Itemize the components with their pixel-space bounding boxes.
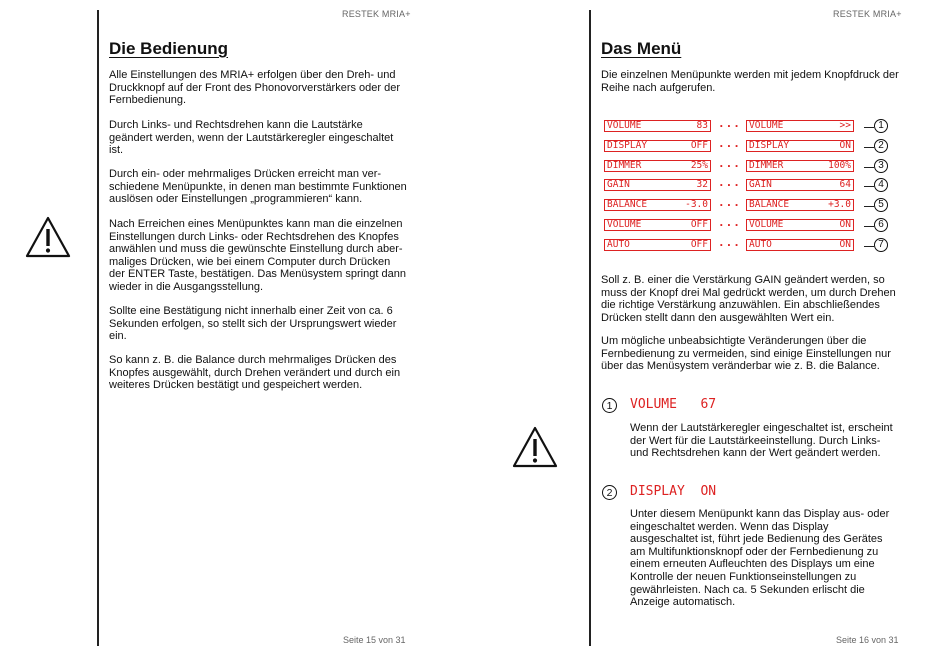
lcd-label: AUTO — [607, 238, 630, 250]
menu-display-left — [604, 160, 711, 172]
menu-display-left — [604, 120, 711, 132]
paragraph: Durch ein- oder mehrmaliges Drücken erreicht man ver- schiedene Menüpunkte, in denen man bestimmte Funktionen auslösen oder Einstellungen „programmieren“ kann. — [109, 168, 407, 206]
menu-display-left — [604, 239, 711, 251]
section-text: Wenn der Lautstärkeregler eingeschaltet ist, erscheint der Wert für die Lautstärkeeinstellung. Durch Links- und Rechtsdrehen kann der Wert geändert werden. — [630, 422, 893, 460]
menu-item-number: 4 — [874, 178, 888, 192]
leader-line — [864, 206, 874, 207]
leader-line — [864, 246, 874, 247]
lcd-value: 64 — [839, 179, 851, 191]
lcd-label: BALANCE — [607, 199, 648, 211]
menu-display-right — [746, 120, 854, 132]
right-page-header: RESTEK MRIA+ — [833, 9, 902, 19]
paragraph: Sollte eine Bestätigung nicht innerhalb einer Zeit von ca. 6 Sekunden erfolgen, so stellt sich der Ursprungswert wieder ein. — [109, 305, 397, 343]
menu-ellipsis: ... — [718, 196, 741, 210]
lcd-value: 25% — [690, 159, 708, 171]
lcd-label: DISPLAY — [749, 139, 790, 151]
menu-ellipsis: ... — [718, 117, 741, 130]
menu-display-left — [604, 199, 711, 211]
menu-item-number: 6 — [874, 218, 888, 232]
section-number: 1 — [602, 398, 617, 413]
menu-display-left — [604, 140, 711, 152]
paragraph-remote: Um mögliche unbeabsichtigte Veränderungen über die Fernbedienung zu vermeiden, sind einige Einstellungen nur über das Menüsystem veränderbar wie z. B. die Balance. — [601, 335, 891, 373]
left-page-margin-line — [97, 10, 99, 646]
leader-line — [864, 167, 874, 168]
lcd-label: VOLUME — [607, 120, 642, 131]
paragraph: Alle Einstellungen des MRIA+ erfolgen über den Dreh- und Druckknopf auf der Front des Phonovorverstärkers oder der Fernbedienung. — [109, 69, 401, 107]
menu-item-number: 7 — [874, 238, 888, 252]
leader-line — [864, 127, 874, 128]
menu-display-left — [604, 179, 711, 191]
lcd-value: 83 — [696, 120, 708, 131]
left-page-title: Die Bedienung — [109, 39, 229, 58]
lcd-label: VOLUME — [749, 219, 784, 230]
lcd-value: ON — [839, 219, 851, 230]
menu-ellipsis: ... — [718, 156, 741, 170]
menu-ellipsis: ... — [718, 136, 741, 150]
intro-paragraph: Die einzelnen Menüpunkte werden mit jedem Knopfdruck der Reihe nach aufgerufen. — [601, 69, 899, 94]
section-display-readout: DISPLAY ON — [630, 484, 717, 499]
right-page-title: Das Menü — [601, 39, 682, 58]
right-page-margin-line — [589, 10, 591, 646]
lcd-value: 32 — [696, 179, 708, 191]
menu-ellipsis: ... — [718, 176, 741, 190]
lcd-label: BALANCE — [749, 199, 790, 211]
section-display-readout: VOLUME 67 — [630, 397, 717, 412]
menu-display-right — [746, 179, 854, 191]
menu-display-left — [604, 219, 711, 231]
menu-display-right — [746, 140, 854, 152]
lcd-label: VOLUME — [749, 120, 784, 131]
menu-display-right — [746, 160, 854, 172]
leader-line — [864, 186, 874, 187]
menu-display-right — [746, 219, 854, 231]
menu-ellipsis: ... — [718, 235, 741, 249]
left-page-header: RESTEK MRIA+ — [342, 9, 411, 19]
menu-display-right — [746, 199, 854, 211]
section-text: Unter diesem Menüpunkt kann das Display aus- oder eingeschaltet werden. Wenn das Display ausgeschaltet ist, führt jede Bedienung des Gerätes am Multifunktionsknopf oder der Fernbedienung zu einem erneuten Aufleuchten des Displays um eine Kontrolle der neuen Funktionseinstellungen zu gewährleisten. Nach ca. 5 Sekunden erlischt die Anzeige automatisch. — [630, 508, 890, 609]
right-page-footer: Seite 16 von 31 — [836, 635, 899, 645]
lcd-value: -3.0 — [685, 199, 708, 211]
lcd-label: AUTO — [749, 238, 772, 250]
lcd-value: 100% — [828, 159, 851, 171]
lcd-value: OFF — [690, 238, 708, 250]
menu-display-right — [746, 239, 854, 251]
warning-icon — [512, 426, 558, 468]
menu-ellipsis: ... — [718, 216, 741, 229]
lcd-value: OFF — [690, 139, 708, 151]
lcd-label: VOLUME — [607, 219, 642, 230]
leader-line — [864, 147, 874, 148]
paragraph-gain: Soll z. B. einer die Verstärkung GAIN geändert werden, so muss der Knopf drei Mal gedrückt werden, um durch Drehen die richtige Verstärkung anzuwählen. Ein abschließendes Drücken stellt dann den ausgewählten Wert ein. — [601, 274, 896, 324]
menu-item-number: 2 — [874, 139, 888, 153]
lcd-label: DIMMER — [749, 159, 784, 171]
paragraph: Durch Links- und Rechtsdrehen kann die Lautstärke geändert werden, wenn der Lautstärkeregler eingeschaltet ist. — [109, 119, 394, 157]
lcd-label: DIMMER — [607, 159, 642, 171]
lcd-value: +3.0 — [828, 199, 851, 211]
paragraph: So kann z. B. die Balance durch mehrmaliges Drücken des Knopfes ausgewählt, durch Drehen verändert und durch ein weiteres Drücken bestätigt und gespeichert werden. — [109, 354, 401, 392]
lcd-value: >> — [839, 120, 851, 131]
menu-item-number: 3 — [874, 159, 888, 173]
paragraph: Nach Erreichen eines Menüpunktes kann man die einzelnen Einstellungen durch Links- oder Rechtsdrehen des Knopfes anwählen und muss die gewünschte Einstellung durch aber- maliges Drücken, wie bei einem Computer durch Drücken der ENTER Taste, bestätigen. Das Menüsystem springt dann wieder in die Ausgangsstellung. — [109, 218, 406, 293]
lcd-value: OFF — [690, 219, 708, 230]
lcd-value: ON — [839, 238, 851, 250]
lcd-label: DISPLAY — [607, 139, 648, 151]
menu-item-number: 5 — [874, 198, 888, 212]
lcd-value: ON — [839, 139, 851, 151]
lcd-label: GAIN — [607, 179, 630, 191]
menu-item-number: 1 — [874, 119, 888, 133]
left-page-footer: Seite 15 von 31 — [343, 635, 406, 645]
warning-icon — [25, 216, 71, 258]
lcd-label: GAIN — [749, 179, 772, 191]
section-number: 2 — [602, 485, 617, 500]
leader-line — [864, 226, 874, 227]
